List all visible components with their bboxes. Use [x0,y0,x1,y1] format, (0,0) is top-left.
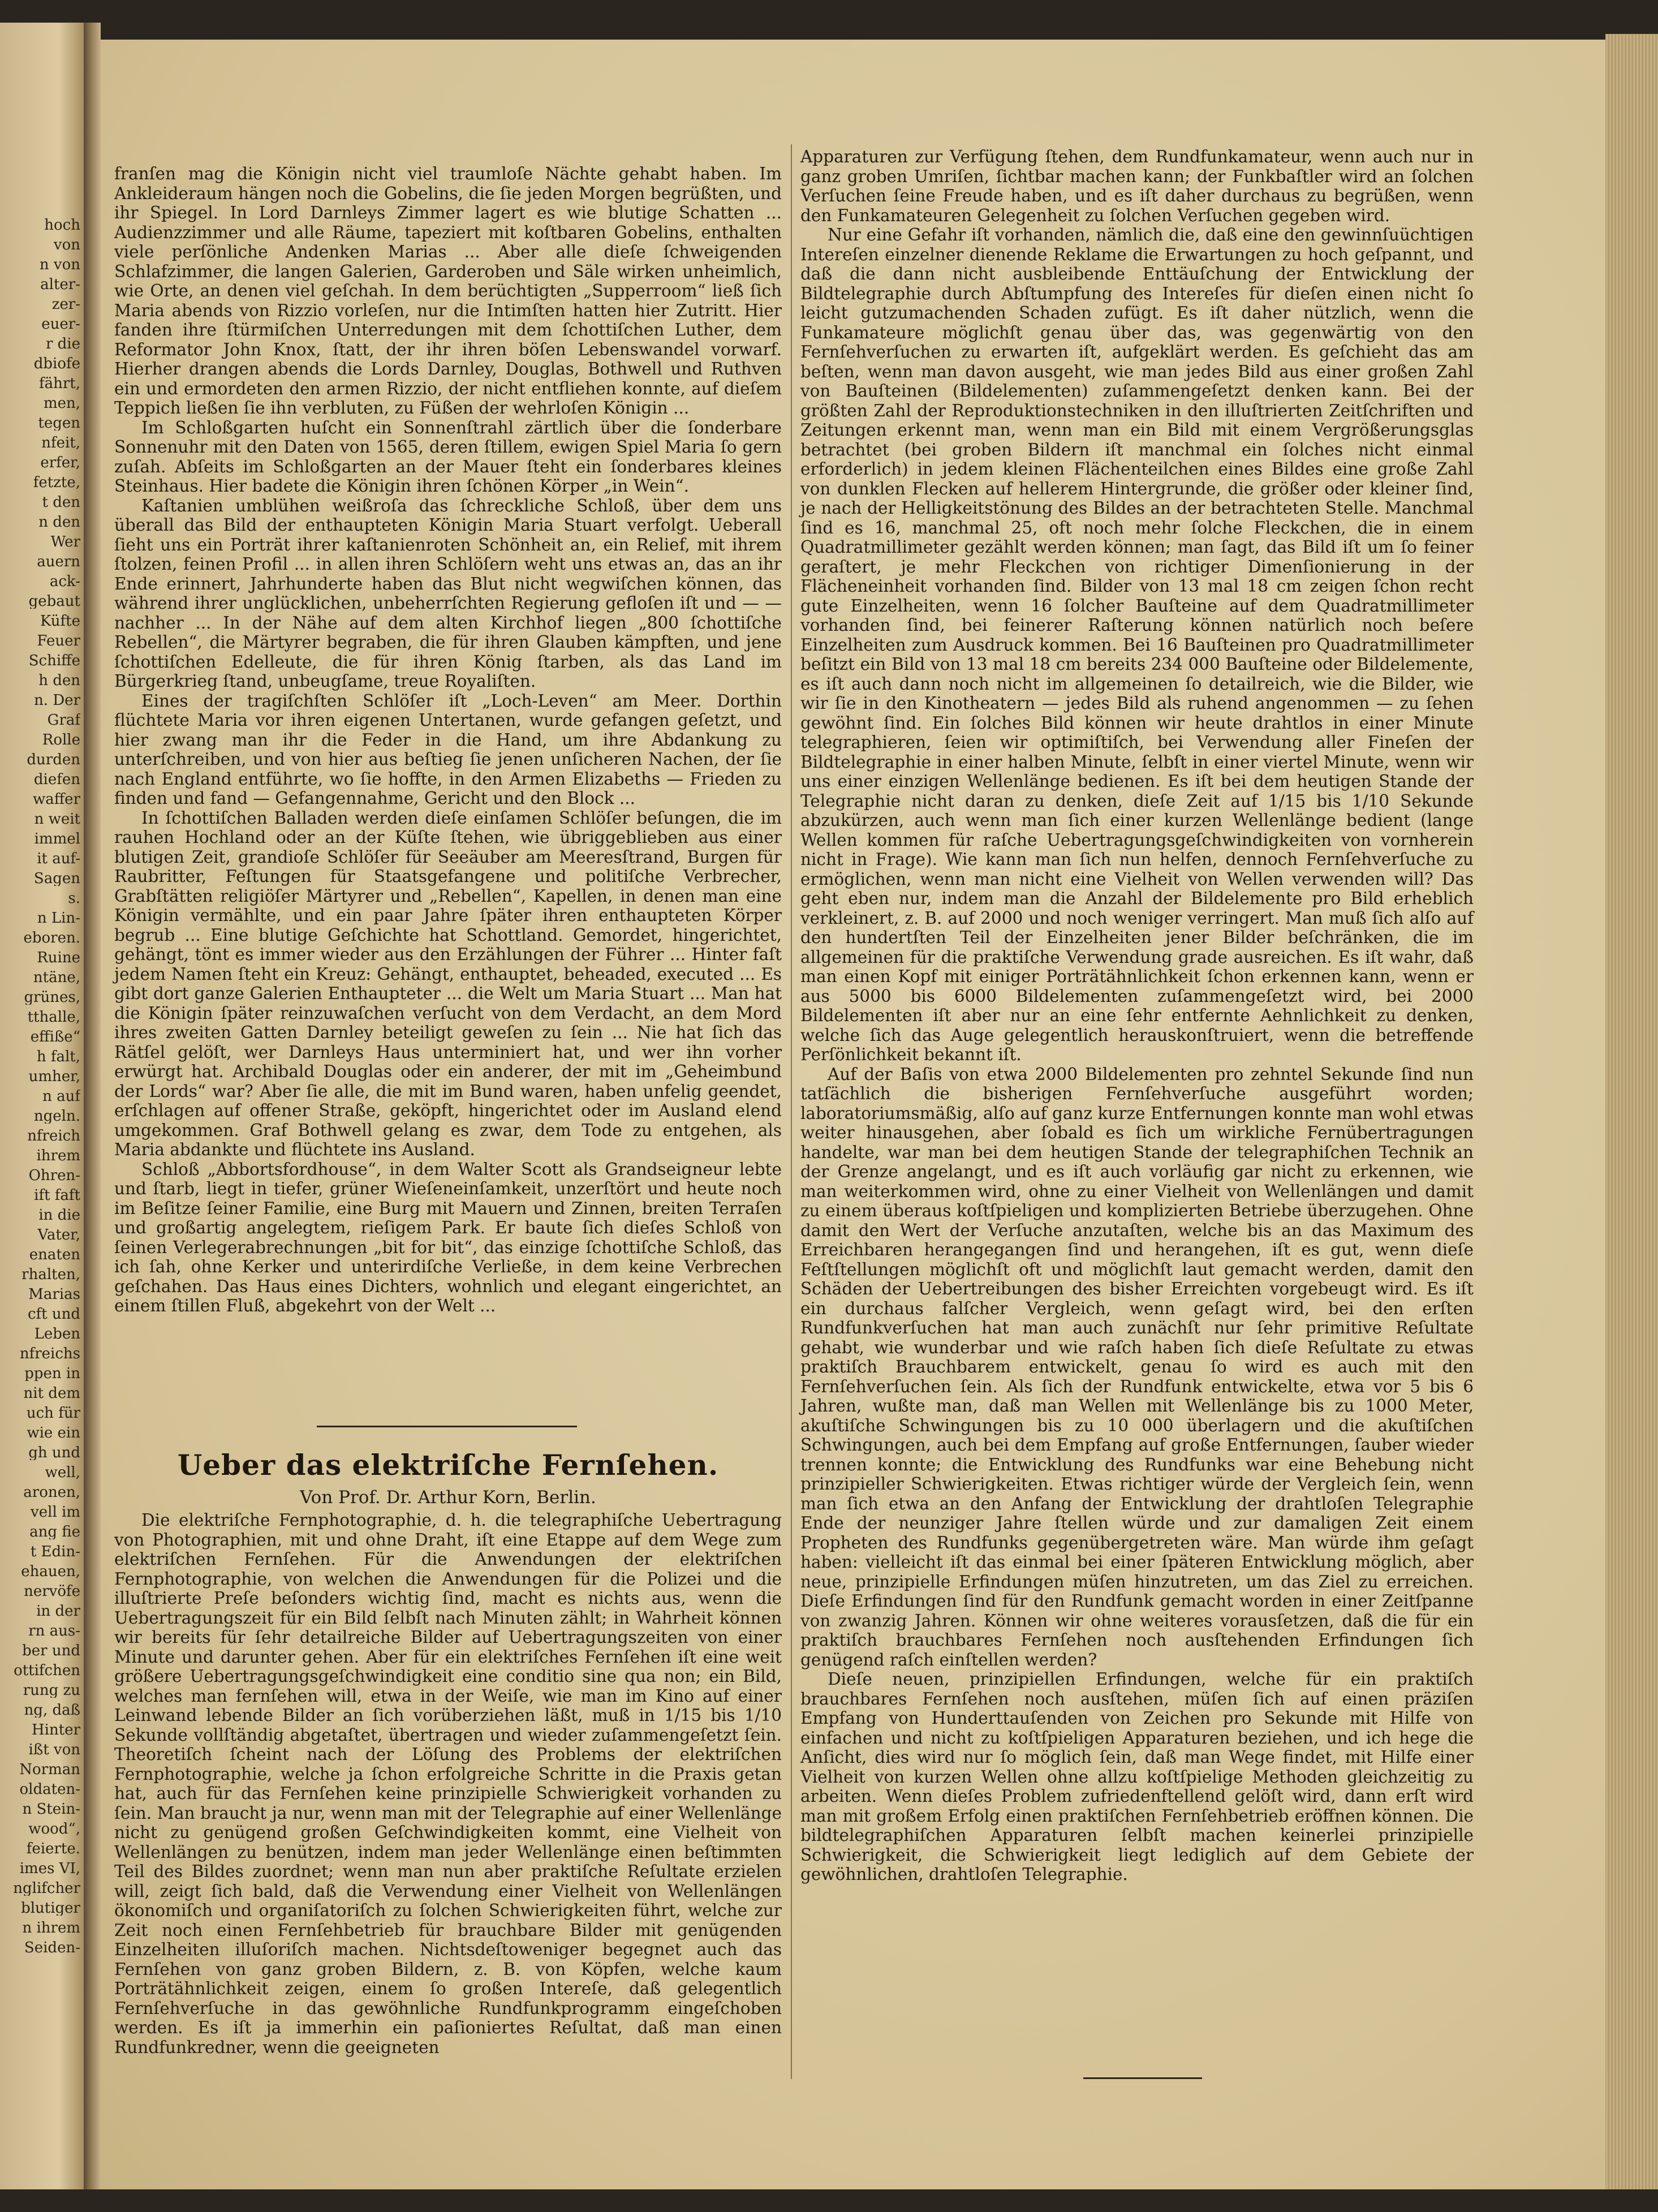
previous-page-fragment: nglifcher [13,1881,80,1896]
previous-page-fragment: ppen in [24,1366,80,1381]
article-byline: Von Prof. Dr. Arthur Korn, Berlin. [300,1487,596,1508]
previous-page-fragment: n von [39,257,80,272]
scan-bottom-border [0,2189,1658,2212]
previous-page-fragment: in die [38,1208,80,1223]
article-end-rule [1083,2077,1202,2079]
previous-page-fragment: wie ein [27,1426,80,1440]
previous-page-fragment: n weit [34,812,80,827]
previous-page-fragment: h falt, [36,1049,80,1064]
previous-page-fragment: h den [38,673,80,688]
book-gutter [84,23,101,2212]
previous-page-fragment: ang fie [29,1525,80,1539]
previous-page-fragment: rn aus- [28,1624,80,1638]
paragraph: Kaſtanien umblühen weißroſa das ſchreckliche Schloß, über dem uns überall das Bild der enthaupteten Königin Maria Stuart verfolgt. Ueberall ſieht uns ein Porträt ihrer kaſtanienroten Schönheit an, ein Relief, mit ihrem ſtolzen, feinen Profil ... in allen ihren Schlöſern weht uns etwas an, das an ihr Ende erinnert, Jahrhunderte haben das Blut nicht wegwiſchen können, das während ihrer unglücklichen, unbeherrſchten Regierung gefloſen iſt und — — nachher ... In der Nähe auf dem alten Kirchhof liegen „800 ſchottiſche Rebellen“, die Märtyrer begraben, die für ihren Glauben kämpften, und jene ſchottiſchen Edelleute, die für ihren König ſtarben, als das Land im Bürgerkrieg ſtand, unbeugſame, treue Royaliſten. [114,496,782,691]
article-title: Ueber das elektriſche Fernſehen. [177,1448,719,1482]
previous-page-fragment: ber und [22,1643,80,1658]
previous-page-fragment: Schiffe [28,653,80,668]
previous-page-fragment: grünes, [24,990,80,1005]
previous-page-fragment: uch für [26,1406,80,1421]
previous-page-fragment: ihrem [36,1148,80,1163]
previous-page-fragment: imes VI, [19,1861,80,1876]
previous-page-fragment: vell im [31,1505,80,1520]
previous-page-fragment: n Stein- [22,1802,80,1817]
previous-page-fragment: diefen [33,772,80,787]
previous-page-fragment: nit dem [23,1386,80,1401]
previous-page-fragment: rhalten, [21,1267,80,1282]
previous-page-fragment: oldaten- [19,1782,80,1797]
previous-page-fragment: immel [34,832,80,846]
previous-page-fragment: Rolle [42,733,80,747]
previous-page-fragment: Ohren- [28,1168,80,1183]
previous-page-fragment: feierte. [26,1841,80,1856]
previous-page-fragment: blutiger [21,1901,80,1916]
previous-page-fragment: t Edin- [30,1544,80,1559]
previous-page-fragment: cft und [27,1307,80,1322]
paragraph: In ſchottiſchen Balladen werden dieſe einſamen Schlöſer beſungen, die im rauhen Hochland oder an der Küſte ſtehen, wie übriggeblieben aus einer blutigen Zeit, grandioſe Schlöſer für Seeäuber am Meeresſtrand, Burgen für Raubritter, Feſtungen für Staatsgefangene und politiſche Verbrecher, Grabſtätten religiöſer Märtyrer und „Rebellen“, Kapellen, in denen man eine Königin vermählte, und ein paar Jahre ſpäter ihren enthaupteten Körper begrub ... Eine blutige Geſchichte hat Schottland. Gemordet, hingerichtet, gehängt, tönt es immer wieder aus den Erzählungen der Führer ... Hinter faſt jedem Namen ſteht ein Kreuz: Gehängt, enthauptet, beheaded, executed ... Es gibt dort ganze Galerien Enthaupteter ... die Welt um Maria Stuart ... Man hat die Königin ſpäter reinzuwaſchen verſucht von dem Verdacht, an dem Mord ihres zweiten Gatten Darnley beteiligt geweſen zu ſein ... Nie hat ſich das Rätſel gelöſt, wer Darnleys Haus unterminiert hat, und wer ihn vorher erwürgt hat. Archibald Douglas oder ein anderer, der mit im „Geheimbund der Lords“ war? Aber ſie alle, die mit im Bund waren, haben unfelig geendet, erſchlagen auf offener Straße, geköpft, hingerichtet oder im Ausland elend umgekommen. Graf Bothwell gelang es zwar, dem Tode zu entgehen, als Maria abdankte und flüchtete ins Ausland. [114,808,782,1159]
article-separator-rule [317,1426,577,1427]
previous-page-fragment: wood“, [28,1822,80,1836]
previous-page-fragment: fährt, [38,376,80,391]
previous-page-fragment: ißt von [28,1742,80,1757]
previous-page-fragment: nfeit, [41,436,80,450]
previous-page-fragment: r die [45,337,80,351]
previous-page-fragment: nervöfe [24,1584,80,1599]
previous-page-fragment: durden [27,752,80,767]
previous-page-fragment: von [53,238,80,252]
previous-page-fragment: tthalle, [27,1010,80,1025]
article-left-column [114,1510,782,2057]
paragraph: franſen mag die Königin nicht viel traumloſe Nächte gehabt haben. Im Ankleideraum hängen noch die Gobelins, die ſie jeden Morgen begrüßten, und ihr Spiegel. In Lord Darnleys Zimmer lagert es wie blutige Schatten ... Audienzzimmer und alle Räume, tapeziert mit koſtbaren Gobelins, enthalten viele perſönliche Andenken Marias ... Aber alle dieſe ſchweigenden Schlafzimmer, die langen Galerien, Garderoben und Säle wirken unheimlich, wie Orte, an denen viel geſchah. In dem berüchtigten „Supperroom“ ließ ſich Maria abends von Rizzio vorleſen, nur die Intimſten hatten hier Zutritt. Hier fanden ihre ſtürmiſchen Unterredungen mit dem ſchottiſchen Luther, dem Reformator John Knox, ſtatt, der ihr ihren böſen Lebenswandel vorwarf. Hierher drangen abends die Lords Darnley, Douglas, Bothwell und Ruthven ein und ermordeten den armen Rizzio, der nicht entfliehen konnte, auf dieſem Teppich ließen ſie ihn verbluten, zu Füßen der wehrloſen Königin ... [114,164,782,418]
previous-page-fragment: Hinter [32,1723,80,1737]
page-stack-edge [1605,34,1658,2212]
previous-page-fragment: n. Der [34,693,80,708]
previous-page-fragment: ack- [49,574,80,589]
previous-page-fragment: Ruine [37,950,80,965]
right-column-text [800,147,1474,1884]
previous-page-fragment: ng, daß [24,1703,80,1718]
previous-page-fragment: Vater, [37,1228,80,1242]
previous-page-fragment: Leben [34,1327,80,1341]
previous-page-fragment: enaten [29,1247,80,1262]
previous-page-fragment: erfer, [40,455,80,470]
previous-page-fragment: ift faft [34,1188,80,1203]
previous-page-edge [0,23,84,2212]
paragraph: Apparaturen zur Verfügung ſtehen, dem Rundfunkamateur, wenn auch nur in ganz groben Umriſen, ſichtbar machen kann; der Funkbaſtler wird an ſolchen Verſuchen ſeine Freude haben, und es iſt daher durchaus zu begrüßen, wenn den Funkamateuren Gelegenheit zu ſolchen Verſuchen gegeben wird. [800,147,1474,225]
previous-page-fragment: effiße“ [30,1030,80,1044]
previous-page-fragment: t den [42,495,80,510]
column-divider [791,144,792,2079]
previous-page-fragment: umher, [28,1069,80,1084]
left-column-text [114,164,782,1316]
previous-page-fragment: n auf [42,1089,80,1104]
previous-page-fragment: well, [45,1465,80,1480]
previous-page-fragment: ottifchen [14,1663,80,1678]
previous-page-fragment: hoch [44,218,80,233]
previous-page-fragment: men, [43,396,80,411]
previous-page-fragment: ntäne, [33,970,80,985]
previous-page-fragment: gh und [28,1445,80,1460]
previous-page-fragment: Sagen [33,871,80,886]
previous-page-fragment: gebaut [28,594,80,609]
previous-page-fragment: Marias [28,1287,80,1302]
previous-page-fragment: auern [37,554,80,569]
previous-page-fragment: n ihrem [22,1921,80,1935]
paragraph: Dieſe neuen, prinzipiellen Erfindungen, welche für ein praktiſch brauchbares Fernſehen noch ausſtehen, müſen ſich auf einen präziſen Empfang von Hunderttauſenden von Zeichen pro Sekunde mit Hilfe von einfachen und nicht zu koſtſpieligen Apparaturen beziehen, und ich hege die Anſicht, dies wird nur ſo möglich ſein, daß man Wege findet, mit Hilfe einer Vielheit von kurzen Wellen ohne allzu koſtſpielige Methoden gleichzeitig zu arbeiten. Wenn dieſes Problem zufriedenftellend gelöſt wird, dann erſt wird man mit großem Erfolg einen praktiſchen Fernſehbetrieb eröffnen können. Die bildtelegraphiſchen Apparaturen ſelbſt machen keinerlei prinzipielle Schwierigkeit, die Schwierigkeit liegt lediglich auf dem Gebiete der gewöhnlichen, drahtloſen Telegraphie. [800,1669,1474,1884]
previous-page-fragment: Feuer [37,634,80,648]
paragraph: Schloß „Abbortsfordhouse“, in dem Walter Scott als Grandseigneur lebte und ſtarb, liegt in tiefer, grüner Wieſeneinſamkeit, unzerſtört und heute noch im Beſitze ſeiner Familie, eine Burg mit Mauern und Zinnen, breiten Terraſen und großartig angelegtem, rieſigem Park. Er baute ſich dieſes Schloß von ſeinen Verlegerabrechnungen „bit for bit“, das einzige ſchottiſche Schloß, das ich ſah, ohne Kerker und unterirdiſche Verließe, in dem keine Verbrechen geſchahen. Das Haus eines Dichters, wohnlich und elegant eingerichtet, an einem ſtillen Fluß, abgekehrt von der Welt ... [114,1159,782,1315]
paragraph: Nur eine Gefahr iſt vorhanden, nämlich die, daß eine den gewinnſuüchtigen Intereſen einzelner dienende Reklame die Erwartungen zu hoch geſpannt, und daß die dann nicht ausbleibende Enttäuſchung der Entwicklung der Bildtelegraphie durch Abſtumpfung des Intereſes für dieſen einen nicht ſo leicht gutzumachenden Schaden zufügt. Es iſt daher nützlich, wenn die Funkamateure möglichſt genau über das, was gegenwärtig von den Fernſehverſuchen zu erwarten iſt, aufgeklärt werden. Es geſchieht das am beſten, wenn man davon ausgeht, wie man jedes Bild aus einer großen Zahl von Bauſteinen (Bildelementen) zuſammengeſetzt denken kann. Bei der größten Zahl der Reproduktionstechniken in den illuſtrierten Zeitſchriften und Zeitungen erkennt man, wenn man ein Bild mit einem Vergrößerungsglas betrachtet (bei groben Bildern iſt manchmal ein ſolches nicht einmal erforderlich) in jedem kleinen Flächenteilchen eines Bildes eine große Zahl von dunklen Flecken auf hellerem Hintergrunde, die größer oder kleiner ſind, je nach der Helligkeitstönung des Bildes an der betrachteten Stelle. Manchmal ſind es 16, manchmal 25, oft noch mehr ſolche Fleckchen, die in einem Quadratmillimeter gezählt werden können; man ſagt, das Bild iſt um ſo feiner geraſtert, je mehr Fleckchen von richtiger Dimenſionierung in der Flächeneinheit vorhanden ſind. Bilder von 13 mal 18 cm zeigen ſchon recht gute Einzelheiten, wenn 16 ſolcher Bauſteine auf dem Quadratmillimeter vorhanden ſind, bei feinerer Raſterung können natürlich noch beſere Einzelheiten zum Ausdruck kommen. Bei 16 Bauſteinen pro Quadratmillimeter beſitzt ein Bild von 13 mal 18 cm bereits 234 000 Bauſteine oder Bildelemente, es iſt auch dann noch nicht im allgemeinen ſo detailreich, wie die Bilder, wie wir ſie in den Kinotheatern — jedes Bild als ruhend angenommen — zu ſehen gewöhnt ſind. Ein ſolches Bild können wir heute drahtlos in einer Minute telegraphieren, ſeien wir optimiſtiſch, bei Verwendung aller Fineſen der Bildtelegraphie in einer halben Minute, ſelbſt in einer viertel Minute, wenn wir uns einer einzigen Wellenlänge bedienen. Es iſt bei dem heutigen Stande der Telegraphie nicht daran zu denken, dieſe Zeit auf 1/15 bis 1/10 Sekunde abzukürzen, auch wenn man ſich einer kurzen Wellenlänge bedient (lange Wellen kommen für raſche Uebertragungsgeſchwindigkeiten von vornherein nicht in Frage). Wie kann man ſich nun helfen, dennoch Fernſehverſuche zu ermöglichen, wenn man nicht eine Vielheit von Wellen verwenden will? Das geht eben nur, indem man die Anzahl der Bildelemente pro Bild erheblich verkleinert, z. B. auf 2000 und noch weniger verringert. Man muß ſich alſo auf den hundertſten Teil der Einzelheiten jener Bilder beſchränken, die im allgemeinen für die praktiſche Verwendung grade ausreichen. Es iſt wahr, daß man einen Kopf mit einiger Porträtähnlichkeit ſchon erkennen kann, wenn er aus 5000 bis 6000 Bildelementen zuſammengeſetzt wird, bei 2000 Bildelementen iſt aber nur an eine ſehr entfernte Aehnlichkeit zu denken, welche ſich das Auge gelegentlich herauskonſtruiert, wenn die betreffende Perſönlichkeit bekannt iſt. [800,225,1474,1064]
previous-page-fragment: s. [68,891,80,906]
previous-page-fragment: n Lin- [37,911,80,926]
previous-page-fragment: n den [38,515,80,530]
previous-page-fragment: rung zu [23,1683,80,1698]
paragraph: Die elektriſche Fernphotographie, d. h. die telegraphiſche Uebertragung von Photographien, mit und ohne Draht, iſt eine Etappe auf dem Wege zum elektriſchen Fernſehen. Für die Anwendungen der elektriſchen Fernphotographie, von welchen die Anwendungen für die Polizei und die illuſtrierte Preſe beſonders wichtig ſind, macht es nichts aus, wenn die Uebertragungszeit für ein Bild ſelbſt nach Minuten zählt; in Wahrheit können wir bereits für ſehr detailreiche Bilder auf Uebertragungszeiten von einer Minute und darunter gehen. Aber für ein elektriſches Fernſehen iſt eine weit größere Uebertragungsgeſchwindigkeit eine conditio sine qua non; ein Bild, welches man fernſehen will, etwa in der Weiſe, wie man im Kino auf einer Leinwand lebende Bilder an ſich vorüberziehen läßt, muß in 1/15 bis 1/10 Sekunde vollſtändig abgetaſtet, übertragen und wieder zuſammengeſetzt ſein. Theoretiſch ſcheint nach der Löſung des Problems der elektriſchen Fernphotographie, welche ja ſchon erfolgreiche Schritte in die Praxis getan hat, auch für das Fernſehen keine prinzipielle Schwierigkeit vorhanden zu ſein. Man braucht ja nur, wenn man mit der Telegraphie auf einer Wellenlänge nicht zu genügend großen Geſchwindigkeiten kommt, eine Vielheit von Wellenlängen zu benützen, indem man jeder Wellenlänge einen beſtimmten Teil des Bildes zuordnet; wenn man nun aber praktiſche Reſultate erzielen will, zeigt ſich bald, daß die Verwendung einer Vielheit von Wellenlängen ökonomiſch und organiſatoriſch zu ſolchen Schwierigkeiten führt, welche zur Zeit noch einen Fernſehbetrieb für brauchbare Bilder mit genügenden Einzelheiten illuſoriſch machen. Nichtsdeſtoweniger begegnet auch das Fernſehen von ganz groben Bildern, z. B. von Köpfen, welche kaum Porträtähnlichkeit zeigen, einem ſo großen Intereſe, daß gelegentlich Fernſehverſuche in das gewöhnliche Rundfunkprogramm eingeſchoben werden. Es iſt ja immerhin ein paſioniertes Reſultat, daß man einen Rundfunkredner, wenn die geeigneten [114,1510,782,2057]
previous-page-fragment: nfreich [27,1129,80,1143]
paragraph: Eines der tragiſchſten Schlöſer iſt „Loch-Leven“ am Meer. Dorthin flüchtete Maria vor ihren eigenen Untertanen, wurde gefangen geſetzt, und hier zwang man ihr die Feder in die Hand, um ihre Abdankung zu unterſchreiben, und von hier aus beſtieg ſie jenen unſicheren Nachen, der ſie nach England entführte, wo ſie hoffte, in den Armen Elizabeths — Frieden zu finden und fand — Gefangennahme, Gericht und den Block ... [114,691,782,808]
previous-page-fragment: Graf [47,713,80,728]
previous-page-fragment: Seiden- [24,1940,80,1955]
previous-page-fragment: euer- [41,317,80,332]
previous-page-fragment: zer- [51,297,80,312]
previous-page-fragment: waffer [32,792,80,807]
previous-page-fragment: Norman [19,1762,80,1777]
paragraph: Auf der Baſis von etwa 2000 Bildelementen pro zehntel Sekunde ſind nun tatſächlich die bisherigen Fernſehverſuche ausgeführt worden; laboratoriumsmäßig, alſo auf ganz kurze Entfernungen konnte man wohl etwas weiter hinausgehen, aber ſobald es ſich um wirkliche Fernübertragungen handelte, war man bei dem heutigen Stande der telegraphiſchen Technik an der Grenze angelangt, und es iſt auch vorläufig gar nicht zu erkennen, wie man weiterkommen wird, ohne zu einer Vielheit von Wellenlängen und damit zu einem überaus koſtſpieligen und komplizierten Betriebe überzugehen. Ohne damit den Wert der Verſuche anzutaſten, welche bis an das Maximum des Erreichbaren herangegangen ſind und herangehen, iſt es gut, wenn dieſe Feſtſtellungen möglichſt oft und möglichſt laut gemacht werden, damit den Schäden der Uebertreibungen des bisher Erreichten vorgebeugt wird. Es iſt ein durchaus falſcher Vergleich, wenn geſagt wird, bei den erſten Rundfunkverſuchen hat man auch zunächſt nur ſehr primitive Reſultate gehabt, wie wunderbar und wie raſch haben ſich dieſe Reſultate zu etwas praktiſch Brauchbarem entwickelt, genau ſo wird es auch mit den Fernſehverſuchen ſein. Als ſich der Rundfunk entwickelte, etwa vor 5 bis 6 Jahren, wußte man, daß man Wellen mit Wellenlänge bis zu 1000 Meter, akuſtiſche Schwingungen bis zu 10 000 überlagern und die akuſtiſchen Schwingungen, auch bei dem Empfang auf große Entfernungen, ſauber wieder trennen konnte; die Entwicklung des Rundfunks war eine Behebung nicht prinzipieller Schwierigkeiten. Etwas richtiger würde der Vergleich ſein, wenn man ſich etwa an den Anfang der Entwicklung der drahtloſen Telegraphie Ende der neunziger Jahre ſtellen würde und zur damaligen Zeit einem Propheten des Rundfunks gegenübergetreten wäre. Man würde ihm geſagt haben: vielleicht iſt das einmal bei einer ſpäteren Entwicklung möglich, aber neue, prinzipielle Erfindungen müſen hinzutreten, um das Ziel zu erreichen. Dieſe Erfindungen ſind für den Rundfunk gemacht worden in einer Zeitſpanne von zwanzig Jahren. Können wir ohne weiteres vorausſetzen, daß die für ein praktiſch brauchbares Fernſehen noch ausſtehenden Erfindungen ſich genügend raſch einſtellen werden? [800,1064,1474,1669]
previous-page-fragment: nfreichs [19,1346,80,1361]
previous-page-fragment: fetzte, [33,475,80,490]
previous-page-fragment: Wer [50,535,80,549]
previous-page-fragment: in der [36,1604,80,1619]
paragraph: Im Schloßgarten huſcht ein Sonnenſtrahl zärtlich über die ſonderbare Sonnenuhr mit den Daten von 1565, deren ſtillem, ewigen Spiel Maria ſo gern zuſah. Abſeits im Schloßgarten an der Mauer ſteht ein ſonderbares kleines Steinhaus. Hier badete die Königin ihren ſchönen Körper „in Wein“. [114,418,782,496]
scan-top-border [0,0,1658,34]
previous-page-fragment: tegen [38,416,80,431]
previous-page-fragment: ngeln. [33,1109,80,1124]
previous-page-fragment: ehauen, [21,1564,80,1579]
previous-page-fragment: Küfte [40,614,80,629]
previous-page-fragment: eboren. [23,931,80,945]
previous-page-fragment: alter- [40,277,80,292]
previous-page-fragment: it auf- [37,851,80,866]
previous-page-fragment: dbiofe [33,356,80,371]
previous-page-fragment: aronen, [23,1485,80,1500]
